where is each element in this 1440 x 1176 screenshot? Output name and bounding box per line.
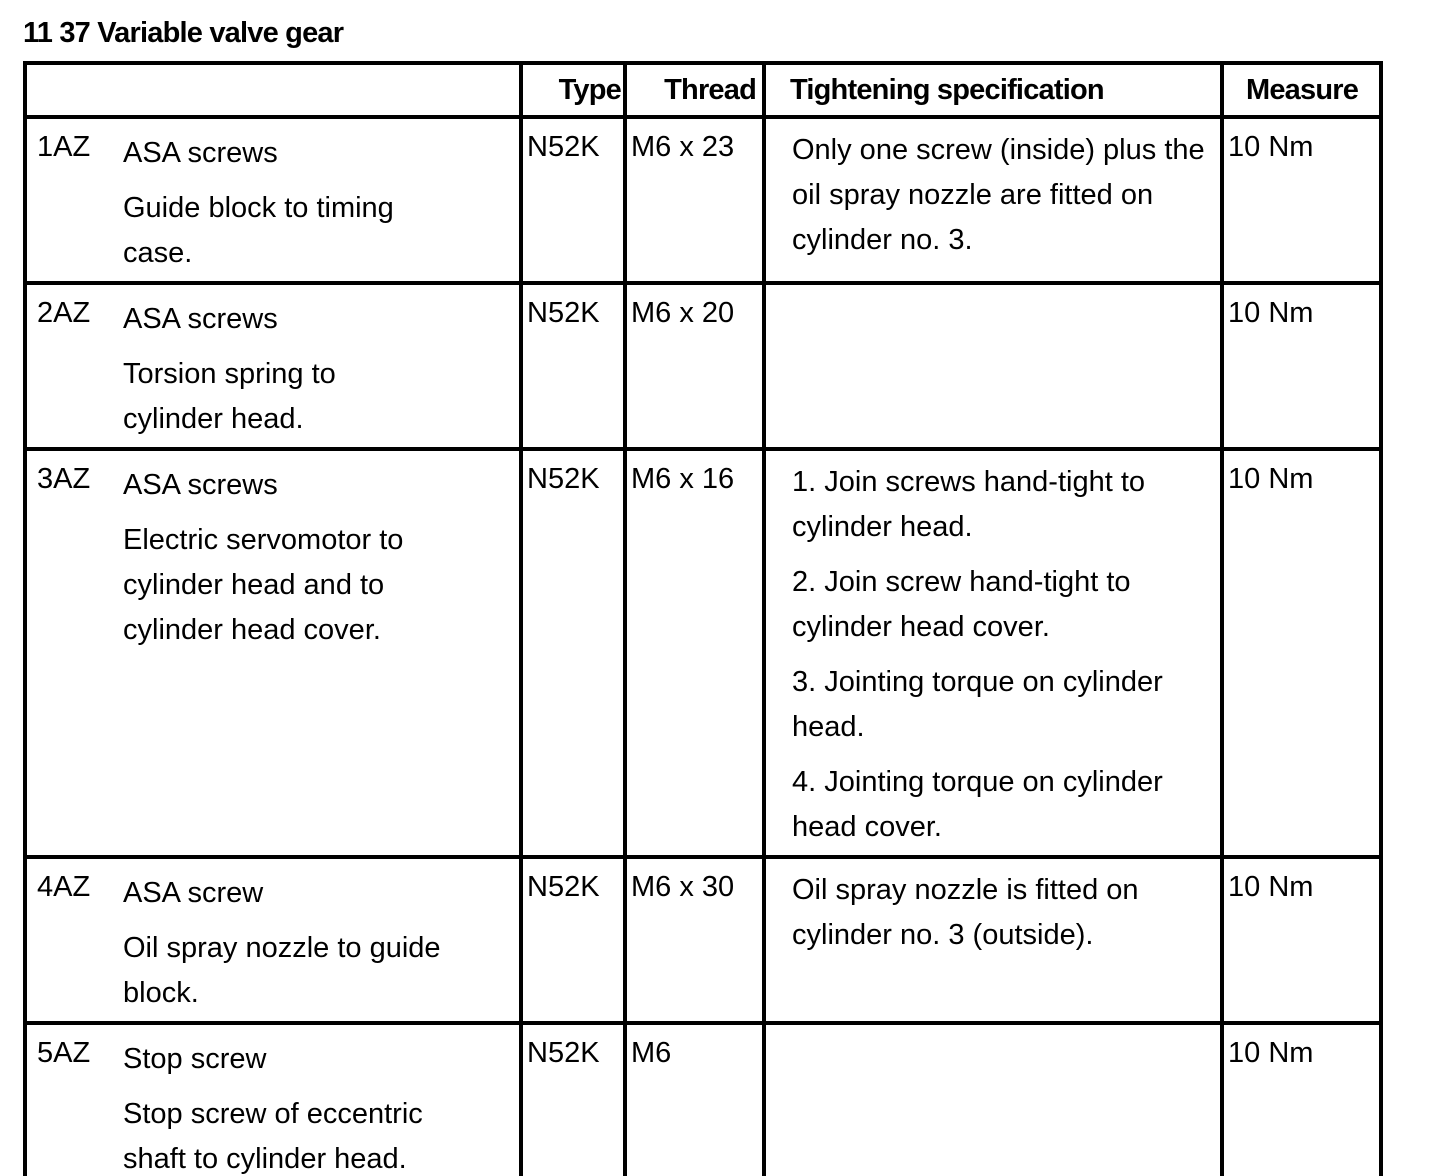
item-detail-line: Oil spray nozzle to guide	[123, 932, 441, 964]
item-code: 1AZ	[37, 131, 91, 163]
spec-cell	[764, 117, 1222, 283]
item-detail-line: Electric servomotor to	[123, 524, 404, 556]
spec-cell	[764, 1023, 1222, 1176]
thread-cell: M6	[625, 1023, 764, 1176]
table-row	[25, 117, 1381, 283]
table-row	[25, 1023, 1381, 1176]
item-detail-line: Guide block to timing	[123, 192, 394, 224]
item-name: ASA screws	[123, 469, 278, 501]
item-code: 4AZ	[37, 871, 91, 903]
item-detail-line: block.	[123, 977, 199, 1009]
item-name: ASA screws	[123, 137, 278, 169]
item-code: 3AZ	[37, 463, 91, 495]
item-detail-line: Stop screw of eccentric	[123, 1098, 423, 1130]
component-cell	[25, 117, 521, 283]
table-row	[25, 283, 1381, 449]
spec-step: Oil spray nozzle is fitted on cylinder no. 3 (outside).	[792, 874, 1139, 951]
header-measure: Measure	[1222, 63, 1381, 117]
spec-cell	[764, 449, 1222, 857]
type-cell: N52K	[521, 117, 625, 283]
thread-cell: M6 x 20	[625, 283, 764, 449]
table-row	[25, 857, 1381, 1023]
item-detail-line: cylinder head cover.	[123, 614, 381, 646]
item-detail-line: case.	[123, 237, 193, 269]
type-cell: N52K	[521, 1023, 625, 1176]
table-row	[25, 449, 1381, 857]
item-code: 5AZ	[37, 1037, 91, 1069]
spec-step: Only one screw (inside) plus the oil spray nozzle are fitted on cylinder no. 3.	[792, 134, 1205, 256]
spec-cell	[764, 283, 1222, 449]
table-header-row	[25, 63, 1381, 117]
item-detail-line: cylinder head and to	[123, 569, 385, 601]
thread-cell: M6 x 16	[625, 449, 764, 857]
type-cell: N52K	[521, 857, 625, 1023]
item-name: ASA screws	[123, 303, 278, 335]
measure-cell: 10 Nm	[1222, 1023, 1381, 1176]
item-name: ASA screw	[123, 877, 264, 909]
component-cell	[25, 283, 521, 449]
header-type: Type	[521, 63, 625, 117]
item-detail-line: Torsion spring to	[123, 358, 336, 390]
spec-step: 3. Jointing torque on cylinder head.	[792, 666, 1163, 743]
spec-cell	[764, 857, 1222, 1023]
type-cell: N52K	[521, 449, 625, 857]
measure-cell: 10 Nm	[1222, 117, 1381, 283]
thread-cell: M6 x 30	[625, 857, 764, 1023]
item-name: Stop screw	[123, 1043, 267, 1075]
item-detail-line: cylinder head.	[123, 403, 304, 435]
tightening-spec-table	[23, 61, 1383, 1176]
item-code: 2AZ	[37, 297, 91, 329]
component-cell	[25, 449, 521, 857]
measure-cell: 10 Nm	[1222, 857, 1381, 1023]
page-title: 11 37 Variable valve gear	[23, 17, 344, 49]
spec-step: 2. Join screw hand-tight to cylinder head cover.	[792, 566, 1131, 643]
component-cell	[25, 857, 521, 1023]
type-cell: N52K	[521, 283, 625, 449]
measure-cell: 10 Nm	[1222, 449, 1381, 857]
item-detail-line: shaft to cylinder head.	[123, 1143, 407, 1175]
spec-step: 4. Jointing torque on cylinder head cover.	[792, 766, 1163, 843]
header-tightening-spec: Tightening specification	[764, 63, 1222, 117]
measure-cell: 10 Nm	[1222, 283, 1381, 449]
component-cell	[25, 1023, 521, 1176]
thread-cell: M6 x 23	[625, 117, 764, 283]
header-thread: Thread	[625, 63, 764, 117]
header-component	[25, 63, 521, 117]
spec-step: 1. Join screws hand-tight to cylinder head.	[792, 466, 1146, 543]
